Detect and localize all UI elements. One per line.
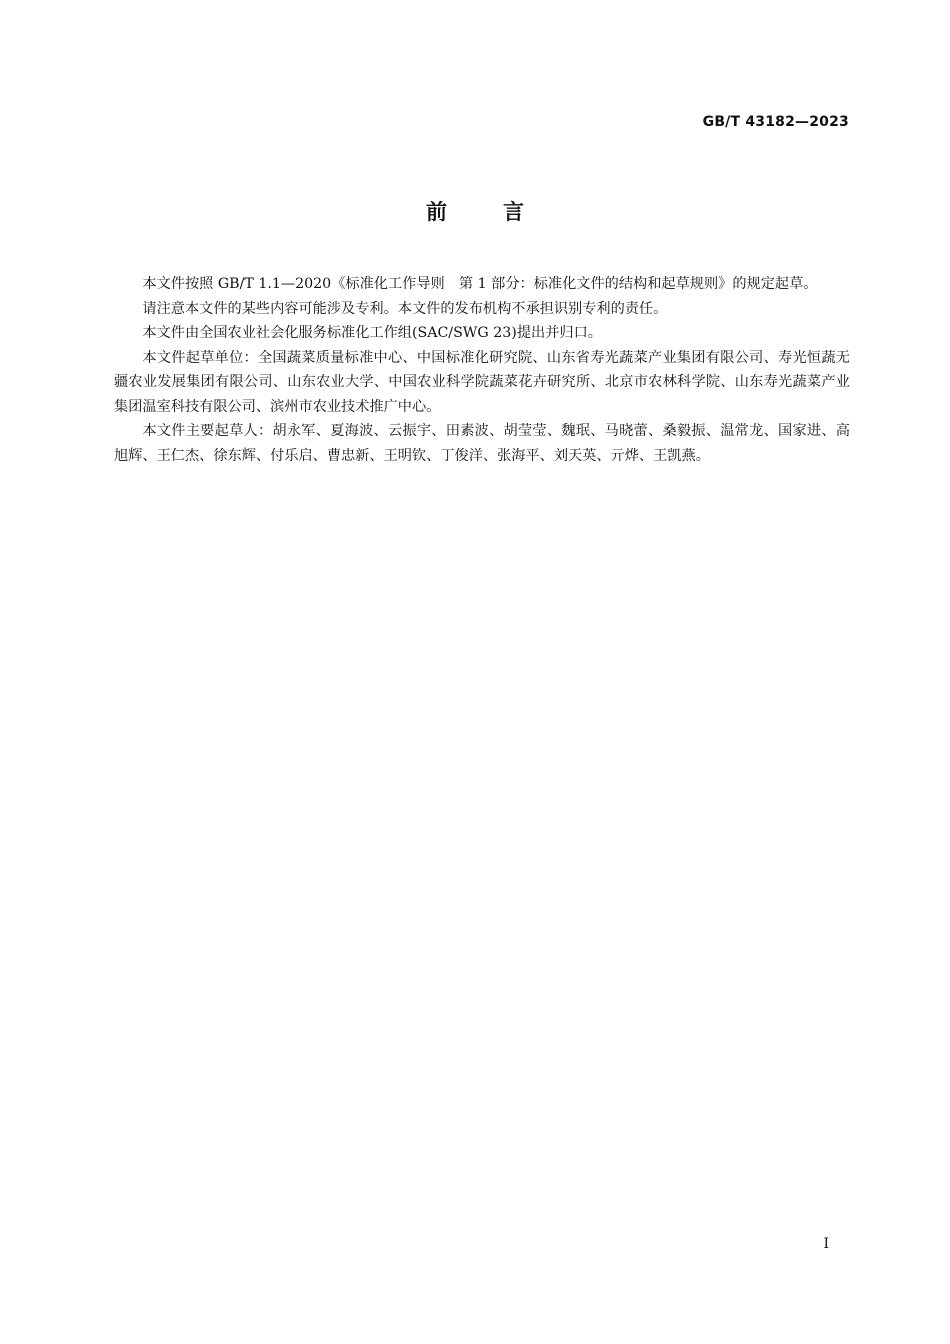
paragraph-proposer: 本文件由全国农业社会化服务标准化工作组(SAC/SWG 23)提出并归口。 — [142, 325, 602, 341]
paragraph-drafting-units: 本文件起草单位：全国蔬菜质量标准中心、中国标准化研究院、山东省寿光蔬菜产业集团有限公司、寿光恒蔬无疆农业发展集团有限公司、山东农业大学、中国农业科学院蔬菜花卉研究所、北京市农林科学院、山东寿光蔬菜产业集团温室科技有限公司、滨州市农业技术推广中心。 — [114, 349, 850, 415]
paragraph-patent-notice: 请注意本文件的某些内容可能涉及专利。本文件的发布机构不承担识别专利的责任。 — [142, 300, 668, 317]
page-number: I — [823, 1236, 829, 1252]
foreword-body — [114, 272, 850, 468]
page-title: 前言 — [426, 200, 580, 224]
paragraph-drafting-rules: 本文件按照 GB/T 1.1—2020《标准化工作导则 第 1 部分：标准化文件的结构和起草规则》的规定起草。 — [142, 276, 818, 292]
standard-code: GB/T 43182—2023 — [702, 114, 849, 130]
paragraph-drafters: 本文件主要起草人：胡永军、夏海波、云振宇、田素波、胡莹莹、魏珉、马晓蕾、桑毅振、温常龙、国家进、高旭辉、王仁杰、徐东辉、付乐启、曹忠新、王明钦、丁俊洋、张海平、刘天英、亓烨、王凯燕。 — [114, 423, 850, 464]
